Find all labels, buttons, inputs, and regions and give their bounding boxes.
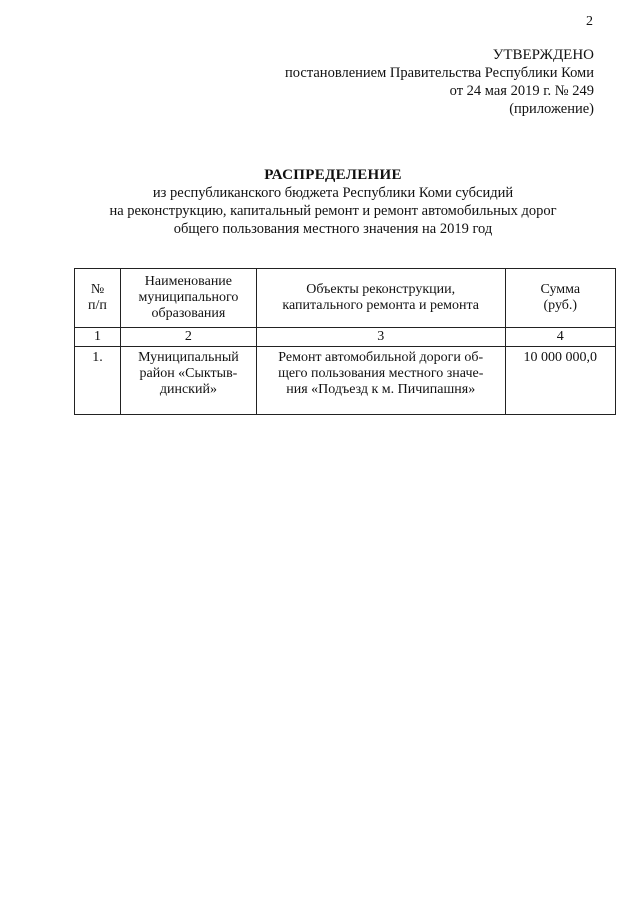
column-number-row (75, 328, 616, 347)
approval-block (285, 46, 594, 118)
heading-line-2: на реконструкцию, капитальный ремонт и ремонт автомобильных дорог (109, 203, 557, 219)
column-number-2: 2 (120, 328, 256, 347)
column-number-1: 1 (75, 328, 121, 347)
heading-line-3: общего пользования местного значения на 2019 год (173, 221, 493, 237)
approval-line-1: постановлением Правительства Республики Коми (285, 65, 594, 81)
approval-line-3: (приложение) (509, 101, 594, 117)
column-number-4: 4 (505, 328, 615, 347)
row-sum: 10 000 000,0 (505, 347, 615, 415)
heading-line-1: из республиканского бюджета Республики Коми субсидий (152, 185, 514, 201)
approval-line-2: от 24 мая 2019 г. № 249 (449, 83, 594, 99)
table-row (75, 347, 616, 415)
approval-stamp: УТВЕРЖДЕНО (492, 47, 594, 63)
table-header-row (75, 269, 616, 328)
distribution-table (74, 268, 616, 415)
header-number: № п/п (75, 269, 121, 328)
header-municipality: Наименование муниципального образования (120, 269, 256, 328)
document-heading (0, 166, 640, 238)
header-objects: Объекты реконструкции, капитального ремонта и ремонта (256, 269, 505, 328)
page-number: 2 (586, 14, 593, 29)
row-number: 1. (75, 347, 121, 415)
column-number-3: 3 (256, 328, 505, 347)
row-municipality: Муниципальный район «Сыктыв- динский» (120, 347, 256, 415)
row-object: Ремонт автомобильной дороги об- щего пользования местного значе- ния «Подъезд к м. Пичипашня» (256, 347, 505, 415)
header-sum: Сумма (руб.) (505, 269, 615, 328)
document-title: РАСПРЕДЕЛЕНИЕ (264, 167, 402, 183)
